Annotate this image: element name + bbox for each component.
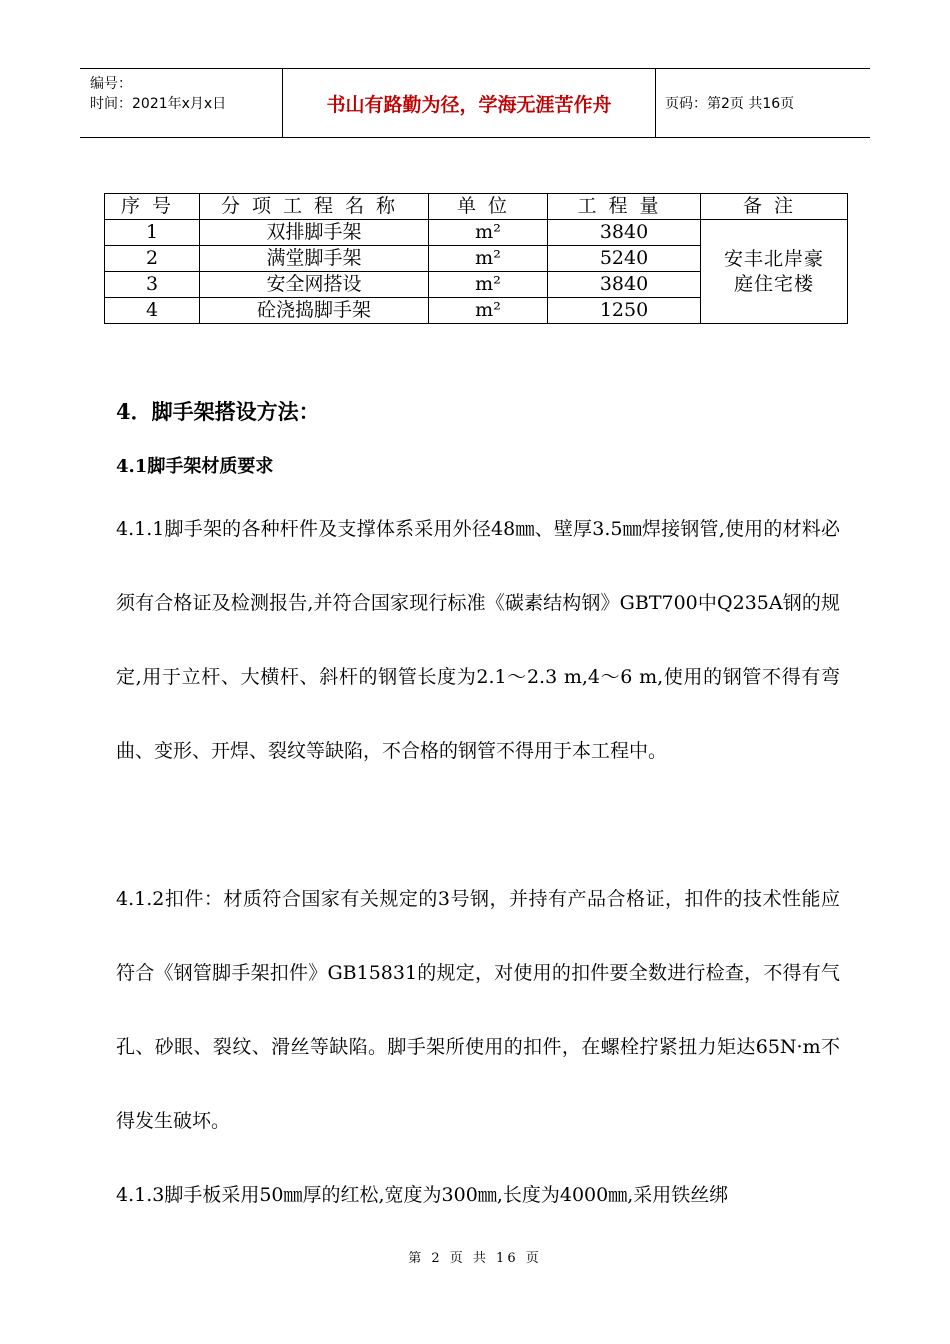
cell-unit: m² bbox=[429, 272, 548, 298]
cell-no: 2 bbox=[105, 246, 200, 272]
paragraph-fasteners: 4.1.2扣件：材质符合国家有关规定的3号钢，并持有产品合格证，扣件的技术性能应符合《钢管脚手架扣件》GB15831的规定，对使用的扣件要全数进行检查，不得有气孔、砂眼、裂纹、滑丝等缺陷。脚手架所使用的扣件，在螺栓拧紧扭力矩达65N·m不得发生破坏。 bbox=[116, 888, 840, 1132]
header-page-info: 页码：第2页 共16页 bbox=[665, 96, 795, 112]
header-meta bbox=[80, 69, 280, 137]
paragraph-steel-pipe: 4.1.1脚手架的各种杆件及支撑体系采用外径48㎜、壁厚3.5㎜焊接钢管,使用的材料必须有合格证及检测报告,并符合国家现行标准《碳素结构钢》GBT700中Q235A钢的规定,用于立杆、大横杆、斜杆的钢管长度为2.1～2.3 m,4～6 m,使用的钢管不得有弯曲、变形、开焊、裂纹等缺陷，不合格的钢管不得用于本工程中。 bbox=[116, 518, 840, 762]
paragraph-scaffold-board: 4.1.3脚手板采用50㎜厚的红松,宽度为300㎜,长度为4000㎜,采用铁丝绑 bbox=[116, 1184, 729, 1206]
cell-note bbox=[701, 220, 848, 324]
cell-unit: m² bbox=[429, 220, 548, 246]
cell-name: 满堂脚手架 bbox=[200, 246, 429, 272]
cell-quantity: 3840 bbox=[548, 220, 701, 246]
column-header-quantity: 工程量 bbox=[548, 194, 701, 220]
work-items-table bbox=[104, 193, 848, 324]
cell-quantity: 5240 bbox=[548, 246, 701, 272]
cell-unit: m² bbox=[429, 246, 548, 272]
cell-unit: m² bbox=[429, 298, 548, 324]
table-row bbox=[105, 220, 848, 246]
table-header-row bbox=[105, 194, 848, 220]
page-header bbox=[80, 68, 870, 138]
cell-no: 4 bbox=[105, 298, 200, 324]
subsection-heading: 4.1脚手架材质要求 bbox=[116, 456, 274, 477]
page-footer: 第 2 页 共 16 页 bbox=[408, 1251, 542, 1266]
note-line: 庭住宅楼 bbox=[733, 272, 814, 295]
cell-name: 砼浇捣脚手架 bbox=[200, 298, 429, 324]
header-motto: 书山有路勤为径，学海无涯苦作舟 bbox=[282, 69, 656, 137]
column-header-name: 分项工程名称 bbox=[200, 194, 429, 220]
column-header-no: 序号 bbox=[105, 194, 200, 220]
column-header-unit: 单位 bbox=[429, 194, 548, 220]
cell-name: 双排脚手架 bbox=[200, 220, 429, 246]
column-header-note: 备注 bbox=[701, 194, 848, 220]
cell-name: 安全网搭设 bbox=[200, 272, 429, 298]
note-line: 安丰北岸豪 bbox=[723, 247, 824, 270]
document-number-label: 编号： bbox=[90, 76, 132, 92]
cell-quantity: 3840 bbox=[548, 272, 701, 298]
document-date-label: 时间：2021年x月x日 bbox=[90, 96, 227, 112]
cell-no: 3 bbox=[105, 272, 200, 298]
cell-no: 1 bbox=[105, 220, 200, 246]
section-heading: 4．脚手架搭设方法： bbox=[116, 399, 320, 424]
cell-quantity: 1250 bbox=[548, 298, 701, 324]
